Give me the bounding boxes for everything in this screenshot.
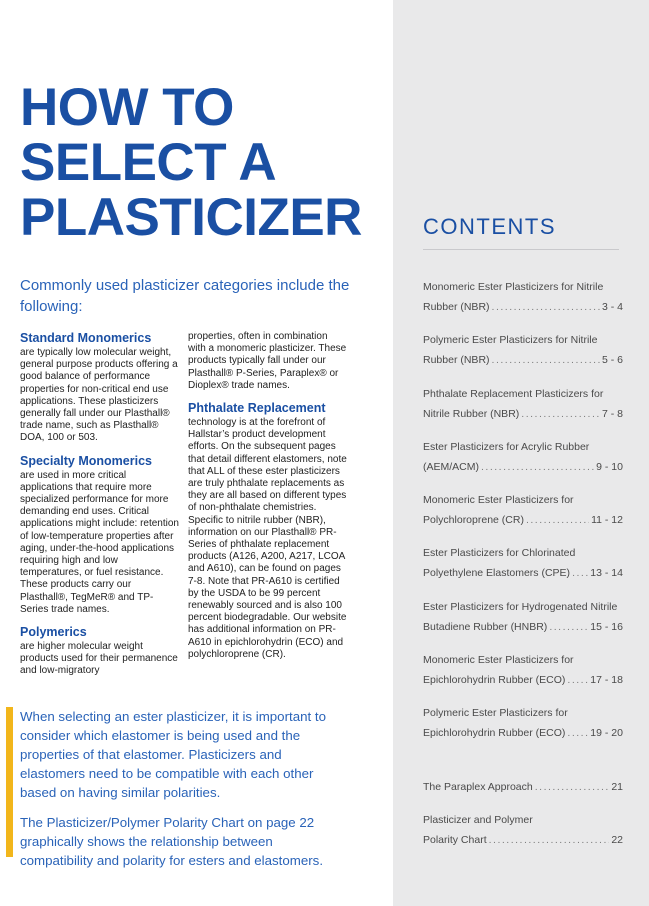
toc-page-range: 9 - 10	[596, 460, 623, 473]
toc-item[interactable]	[423, 810, 623, 863]
toc-item[interactable]	[423, 437, 623, 490]
title-line: PLASTICIZER	[20, 188, 362, 247]
title-line: HOW TO	[20, 78, 234, 137]
toc-item-title-line	[423, 757, 623, 777]
section-heading-standard: Standard Monomerics	[20, 331, 152, 345]
toc-dot-leader	[492, 350, 600, 370]
toc-item[interactable]	[423, 543, 623, 596]
toc-item[interactable]	[423, 277, 623, 330]
toc-dot-leader	[567, 723, 588, 743]
toc-item-title-line: Polyethylene Elastomers (CPE)	[423, 567, 571, 580]
callout-paragraph: When selecting an ester plasticizer, it is important to consider which elastomer is being used and the properties of that elastomer. Plasticizers and elastomers need to be compatible with each other based on having similar polarities.	[20, 709, 326, 800]
toc-dot-leader	[549, 617, 588, 637]
toc-item-title-line: Plasticizer and Polymer	[423, 813, 533, 826]
toc-item[interactable]	[423, 650, 623, 703]
section-body-polymerics-continued: properties, often in combination with a monomeric plasticizer. These products typically fall under our Plasthall® P-Series, Paraplex® or Dioplex® trade names.	[188, 331, 347, 391]
contents-divider	[423, 249, 619, 250]
contents-title: CONTENTS	[423, 214, 556, 239]
toc-item-title-line: Polymeric Ester Plasticizers for	[423, 707, 568, 720]
toc-item-title-line: Rubber (NBR)	[423, 301, 490, 313]
toc-page-range: 15 - 16	[590, 620, 623, 633]
toc-page-range: 5 - 6	[601, 354, 623, 367]
toc-page-range: 21	[611, 780, 623, 793]
toc-page-range: 22	[611, 833, 623, 846]
toc-item[interactable]	[423, 490, 623, 543]
contents-sidebar	[393, 0, 649, 906]
toc-item[interactable]	[423, 384, 623, 437]
section-body-polymerics: are higher molecular weight products used for their permanence and low-migratory	[20, 641, 178, 677]
text-column-left	[20, 331, 180, 687]
toc-item-title-line: (AEM/ACM)	[423, 460, 479, 473]
toc-item-title-line: Polychloroprene (CR)	[423, 514, 524, 527]
toc-item-title-line: Epichlorohydrin Rubber (ECO)	[423, 674, 566, 687]
section-heading-polymerics: Polymerics	[20, 625, 87, 640]
toc-page-range: 3 - 4	[601, 301, 623, 313]
toc-page-range: 13 - 14	[590, 567, 623, 580]
toc-item-title-line: Monomeric Ester Plasticizers for	[423, 654, 574, 667]
toc-dot-leader	[572, 563, 588, 583]
toc-item-title-line: Polymeric Ester Plasticizers for Nitrile	[423, 334, 598, 347]
toc-item-title-line: Rubber (NBR)	[423, 354, 490, 367]
toc-item-title-line: Monomeric Ester Plasticizers for Nitrile	[423, 281, 604, 293]
toc-dot-leader	[526, 510, 589, 530]
toc-page-range: 17 - 18	[590, 674, 623, 687]
toc-dot-leader	[521, 404, 600, 424]
section-heading-phthalate: Phthalate Replacement	[188, 401, 326, 416]
toc-item-title-line: Polarity Chart	[423, 833, 487, 846]
toc-item-title-line: Nitrile Rubber (NBR)	[423, 407, 520, 420]
callout-accent-bar	[6, 707, 13, 857]
intro-text: Commonly used plasticizer categories include the following:	[20, 277, 350, 315]
contents-list	[423, 277, 623, 863]
toc-page-range: 11 - 12	[591, 514, 623, 527]
toc-page-range: 7 - 8	[601, 407, 623, 420]
text-column-right	[188, 331, 348, 670]
toc-item[interactable]	[423, 330, 623, 383]
section-body-phthalate: technology is at the forefront of Hallstar’s product development efforts. On the subsequent pages that detail different elastomers, note that ALL of these ester plasticizers are truly phthalate replacements as they are all based on different types of non-phthalate chemistries. Specific to nitrile rubber (NBR), information on our Plasthall® PR-Series of phthalate replacement products (A126, A200, A217, LCOA and A610), can be found on pages 7-8. Note that PR-A610 is certified by the USDA to be 99 percent renewably sourced and is also 100 percent biodegradable. Our website has additional information on PR-A610 in epichlorohydrin (ECO) and polychloroprene (CR).	[188, 417, 347, 660]
section-heading-specialty: Specialty Monomerics	[20, 453, 152, 468]
toc-item-title-line: Butadiene Rubber (HNBR)	[423, 620, 548, 633]
title-line: SELECT A	[20, 133, 277, 192]
toc-item-title-line: Ester Plasticizers for Chlorinated	[423, 547, 576, 560]
toc-item-title-line: Phthalate Replacement Plasticizers for	[423, 387, 604, 400]
toc-item[interactable]	[423, 703, 623, 756]
toc-item[interactable]	[423, 597, 623, 650]
toc-dot-leader	[535, 777, 610, 797]
toc-dot-leader	[481, 457, 594, 477]
toc-dot-leader	[492, 297, 600, 317]
toc-dot-leader	[567, 670, 588, 690]
toc-item-title-line: Monomeric Ester Plasticizers for	[423, 494, 574, 507]
page-title	[20, 80, 362, 245]
toc-item[interactable]	[423, 757, 623, 810]
callout-box	[0, 707, 340, 881]
toc-item-title-line: Epichlorohydrin Rubber (ECO)	[423, 727, 566, 740]
section-body-specialty: are used in more critical applications that require more specialized performance for more demanding end uses. Critical applications might include: retention of low-temperature properties after aging, under-the-hood applications requiring high and low temperatures, or fuel resistance. These products carry our Plasthall®, TegMeR® and TP-Series trade names.	[20, 469, 179, 615]
toc-item-title-line: Ester Plasticizers for Hydrogenated Nitrile	[423, 600, 618, 613]
toc-item-title-line: Ester Plasticizers for Acrylic Rubber	[423, 440, 590, 453]
callout-paragraph: The Plasticizer/Polymer Polarity Chart on page 22 graphically shows the relationship between compatibility and polarity for esters and elastomers.	[20, 815, 324, 868]
toc-dot-leader	[489, 830, 610, 850]
section-body-standard: are typically low molecular weight, general purpose products offering a good balance of performance properties for non-critical end use applications. These plasticizers generally fall under our Plasthall® trade name, such as Plasthall® DOA, 100 or 503.	[20, 347, 178, 444]
toc-page-range: 19 - 20	[590, 727, 623, 740]
toc-item-title-line: The Paraplex Approach	[423, 780, 533, 793]
